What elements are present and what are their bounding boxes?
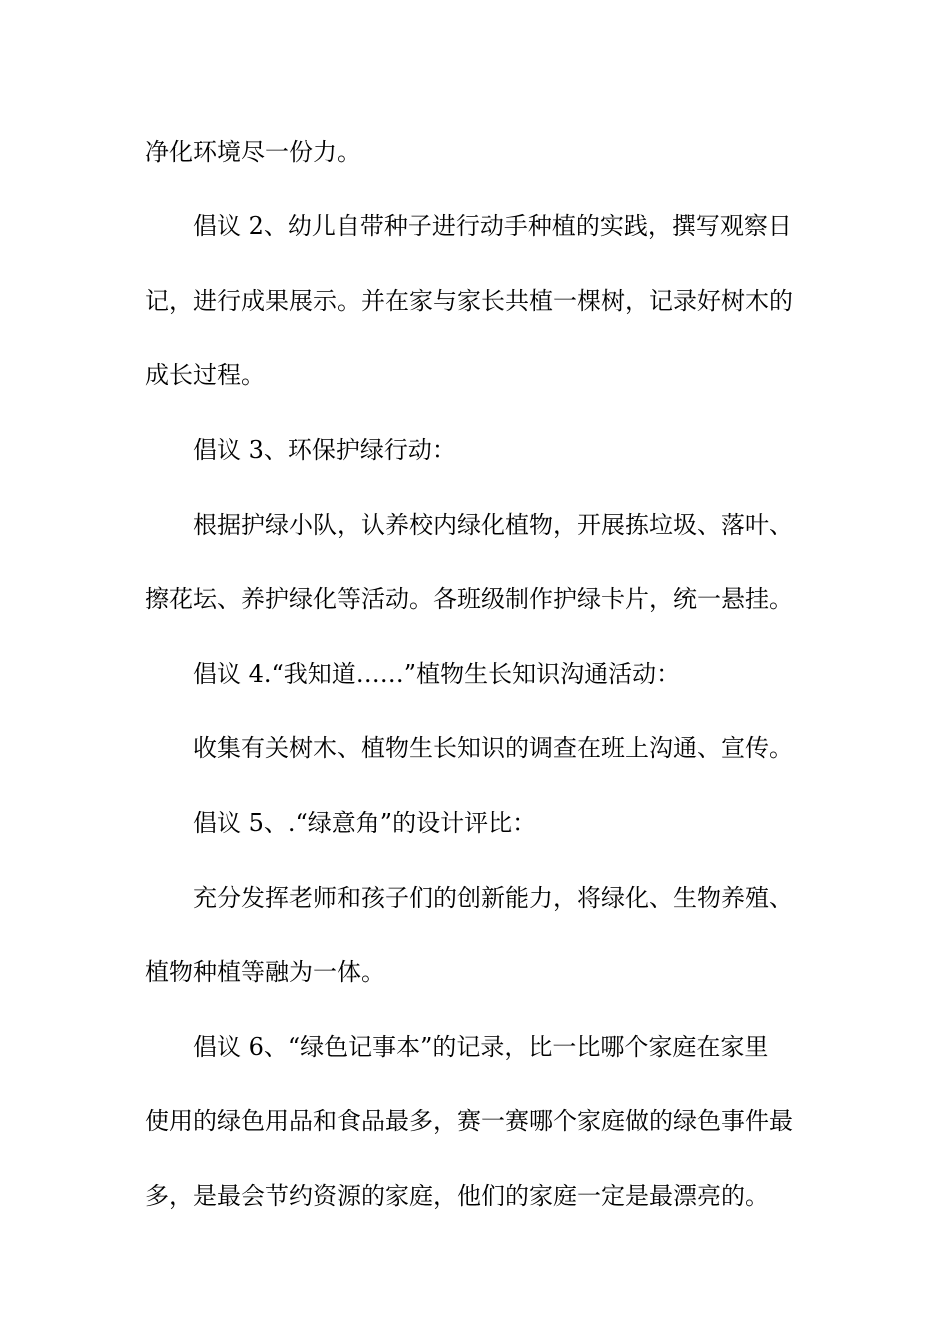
paragraph-first-line: 倡议 5、.“绿意角”的设计评比： — [193, 809, 537, 837]
text-line: 净化环境尽一份力。 — [145, 138, 361, 166]
text-line: 植物种植等融为一体。 — [145, 958, 385, 986]
paragraph-first-line: 倡议 4.“我知道……”植物生长知识沟通活动： — [193, 660, 681, 688]
text-line: 多，是最会节约资源的家庭，他们的家庭一定是最漂亮的。 — [145, 1182, 769, 1210]
paragraph-first-line: 倡议 3、环保护绿行动： — [193, 436, 456, 464]
paragraph-first-line: 倡议 6、“绿色记事本”的记录，比一比哪个家庭在家里 — [193, 1033, 769, 1061]
text-line: 成长过程。 — [145, 361, 265, 389]
paragraph-first-line: 倡议 2、幼儿自带种子进行动手种植的实践，撰写观察日 — [193, 212, 792, 240]
text-line: 使用的绿色用品和食品最多，赛一赛哪个家庭做的绿色事件最 — [145, 1107, 793, 1135]
paragraph-first-line: 充分发挥老师和孩子们的创新能力，将绿化、生物养殖、 — [193, 884, 793, 912]
text-line: 记，进行成果展示。并在家与家长共植一棵树，记录好树木的 — [145, 287, 793, 315]
paragraph-first-line: 收集有关树木、植物生长知识的调查在班上沟通、宣传。 — [193, 734, 793, 762]
text-line: 擦花坛、养护绿化等活动。各班级制作护绿卡片，统一悬挂。 — [145, 585, 793, 613]
paragraph-first-line: 根据护绿小队，认养校内绿化植物，开展拣垃圾、落叶、 — [193, 511, 793, 539]
